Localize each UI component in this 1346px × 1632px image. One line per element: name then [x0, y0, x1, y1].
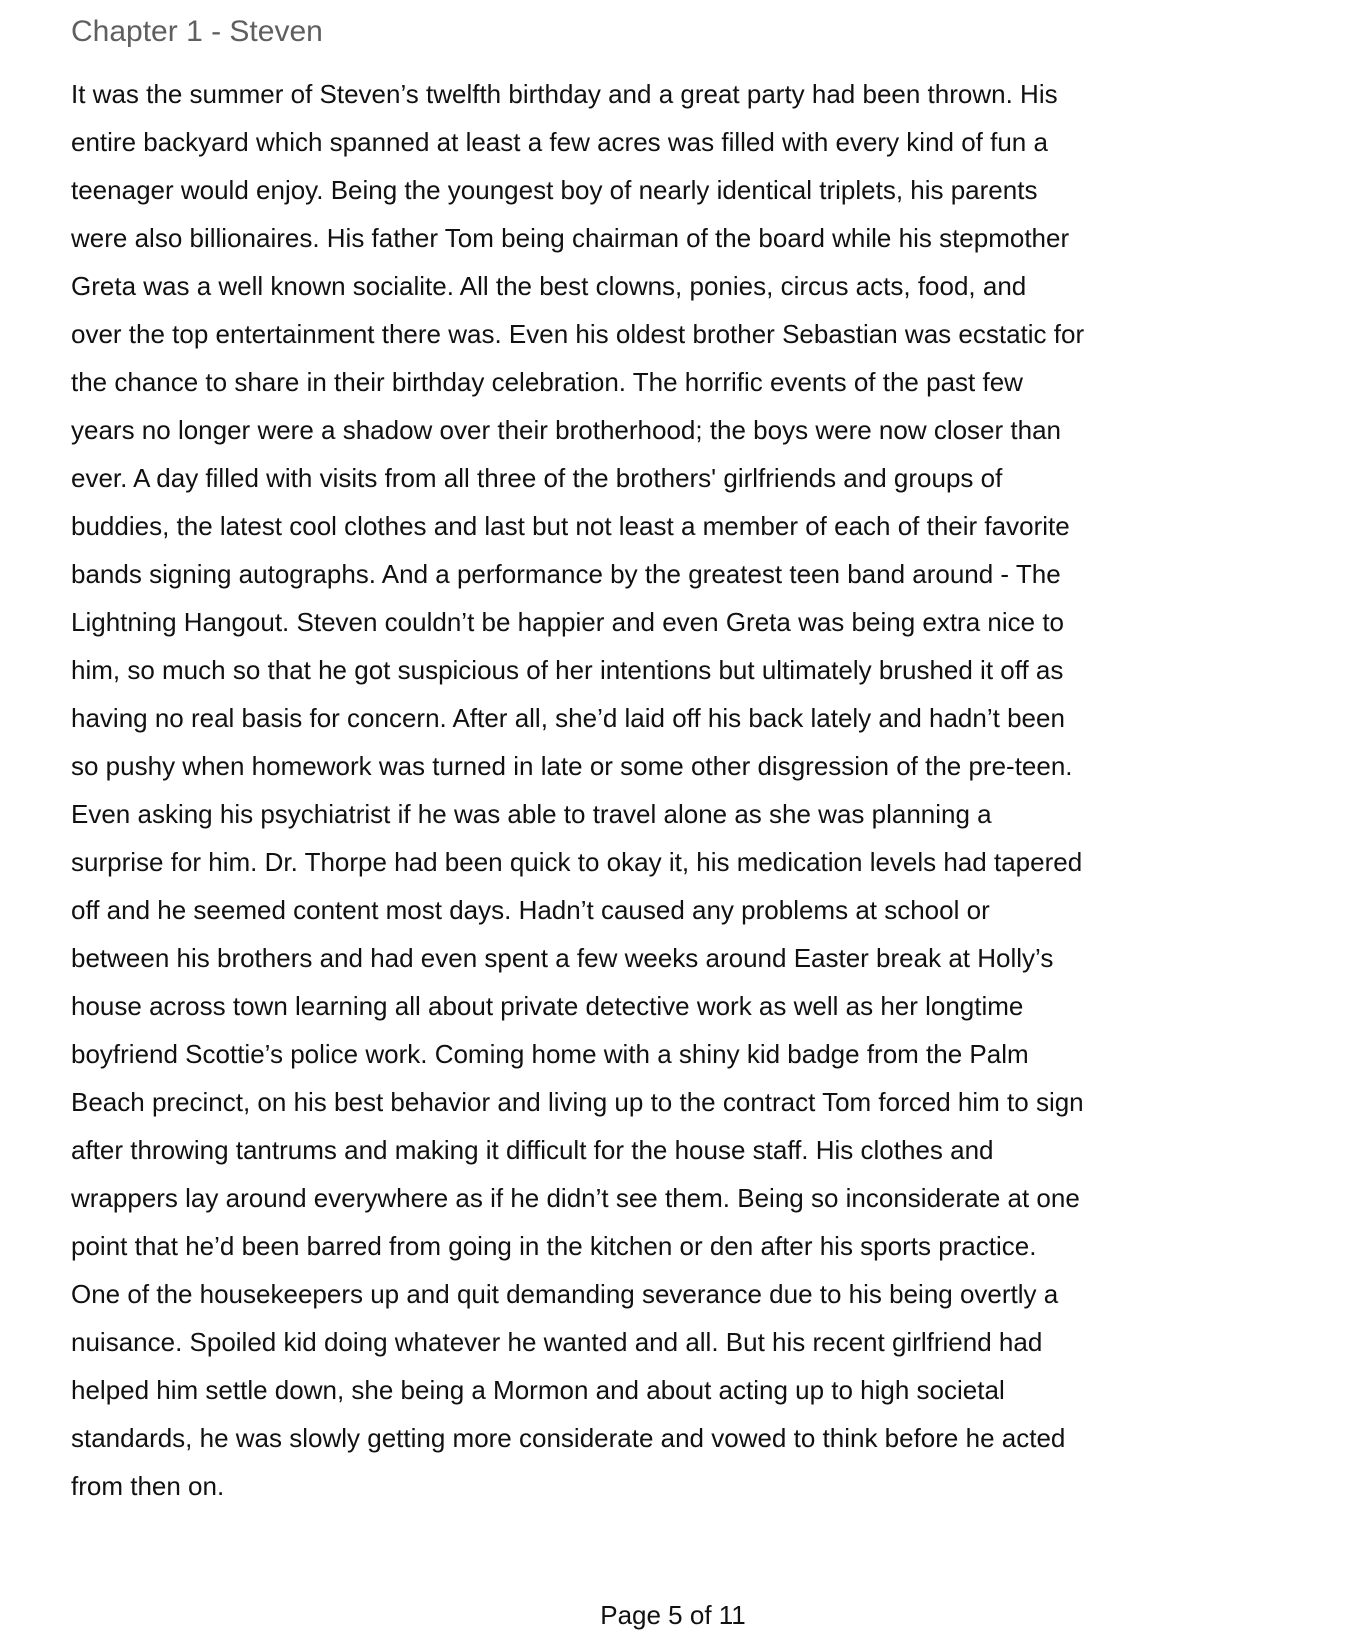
body-line: It was the summer of Steven’s twelfth birthday and a great party had been thrown. His: [71, 79, 1058, 109]
body-line: were also billionaires. His father Tom being chairman of the board while his stepmother: [71, 223, 1070, 253]
body-line: Lightning Hangout. Steven couldn’t be happier and even Greta was being extra nice to: [71, 607, 1065, 637]
body-line: teenager would enjoy. Being the youngest boy of nearly identical triplets, his parents: [71, 175, 1038, 205]
body-line: wrappers lay around everywhere as if he didn’t see them. Being so inconsiderate at one: [71, 1183, 1080, 1213]
body-line: house across town learning all about private detective work as well as her longtime: [71, 991, 1024, 1021]
body-line: surprise for him. Dr. Thorpe had been quick to okay it, his medication levels had tapered: [71, 847, 1083, 877]
body-line: standards, he was slowly getting more considerate and vowed to think before he acted: [71, 1423, 1066, 1453]
body-line: nuisance. Spoiled kid doing whatever he wanted and all. But his recent girlfriend had: [71, 1327, 1043, 1357]
body-line: One of the housekeepers up and quit demanding severance due to his being overtly a: [71, 1279, 1059, 1309]
page-number: Page 5 of 11: [600, 1600, 746, 1630]
body-line: having no real basis for concern. After all, she’d laid off his back lately and hadn’t been: [71, 703, 1065, 733]
body-line: between his brothers and had even spent a few weeks around Easter break at Holly’s: [71, 943, 1054, 973]
body-line: helped him settle down, she being a Mormon and about acting up to high societal: [71, 1375, 1005, 1405]
body-line: so pushy when homework was turned in late or some other disgression of the pre-teen.: [71, 751, 1073, 781]
chapter-body: [71, 70, 1271, 1510]
chapter-title: Chapter 1 - Steven: [71, 15, 323, 48]
body-line: him, so much so that he got suspicious of her intentions but ultimately brushed it off as: [71, 655, 1064, 685]
body-line: buddies, the latest cool clothes and last but not least a member of each of their favorite: [71, 511, 1070, 541]
body-line: the chance to share in their birthday celebration. The horrific events of the past few: [71, 367, 1023, 397]
body-line: after throwing tantrums and making it difficult for the house staff. His clothes and: [71, 1135, 994, 1165]
body-line: Even asking his psychiatrist if he was able to travel alone as she was planning a: [71, 799, 992, 829]
body-line: from then on.: [71, 1471, 225, 1501]
body-line: bands signing autographs. And a performance by the greatest teen band around - The: [71, 559, 1061, 589]
body-line: years no longer were a shadow over their brotherhood; the boys were now closer than: [71, 415, 1062, 445]
body-line: off and he seemed content most days. Hadn’t caused any problems at school or: [71, 895, 990, 925]
body-line: entire backyard which spanned at least a few acres was filled with every kind of fun a: [71, 127, 1048, 157]
body-line: over the top entertainment there was. Even his oldest brother Sebastian was ecstatic for: [71, 319, 1085, 349]
body-line: boyfriend Scottie’s police work. Coming home with a shiny kid badge from the Palm: [71, 1039, 1029, 1069]
body-line: Greta was a well known socialite. All the best clowns, ponies, circus acts, food, and: [71, 271, 1027, 301]
body-line: ever. A day filled with visits from all three of the brothers' girlfriends and groups of: [71, 463, 1003, 493]
body-line: point that he’d been barred from going in the kitchen or den after his sports practice.: [71, 1231, 1037, 1261]
body-line: Beach precinct, on his best behavior and living up to the contract Tom forced him to sign: [71, 1087, 1084, 1117]
